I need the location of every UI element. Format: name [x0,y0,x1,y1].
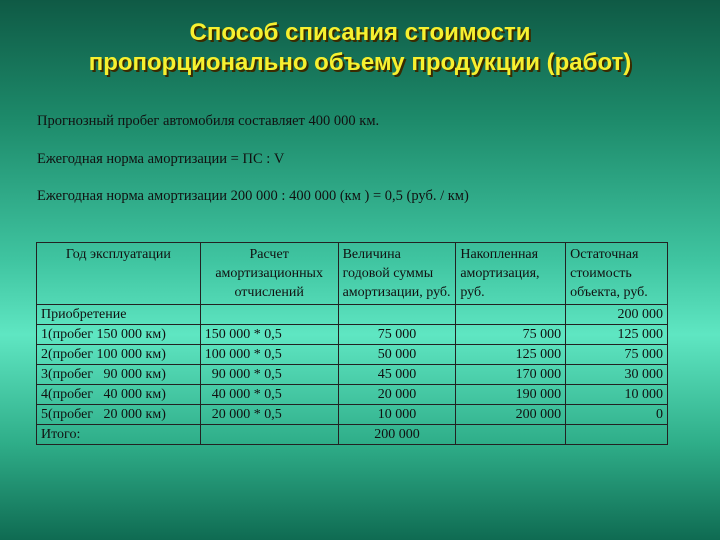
title-line-1: Способ списания стоимости [189,19,531,46]
header-accumulated: Накопленная амортизация, руб. [456,243,566,305]
annual-cell: 50 000 [338,345,456,365]
depreciation-table [36,242,668,445]
accumulated-cell: 190 000 [456,385,566,405]
total-annual-cell: 200 000 [338,425,456,445]
table-header-row [37,243,668,305]
annual-cell [338,305,456,325]
calc-cell [200,425,338,445]
year-cell: 1(пробег 150 000 км) [37,325,201,345]
table-row [37,385,668,405]
table-row [37,345,668,365]
residual-cell: 125 000 [566,325,668,345]
residual-cell [566,425,668,445]
total-label-cell: Итого: [37,425,201,445]
annual-cell: 45 000 [338,365,456,385]
year-cell: 5(пробег 20 000 км) [37,405,201,425]
header-annual-amount: Величина годовой суммы амортизации, руб. [338,243,456,305]
table-row [37,305,668,325]
residual-cell: 10 000 [566,385,668,405]
residual-cell: 30 000 [566,365,668,385]
residual-cell: 75 000 [566,345,668,365]
norm-calculation-text: Ежегодная норма амортизации 200 000 : 400 000 (км ) = 0,5 (руб. / км) [37,188,469,204]
accumulated-cell: 170 000 [456,365,566,385]
year-cell: Приобретение [37,305,201,325]
calc-cell: 150 000 * 0,5 [200,325,338,345]
table-total-row [37,425,668,445]
slide-title [0,18,720,78]
header-residual: Остаточная стоимость объекта, руб. [566,243,668,305]
table-row [37,325,668,345]
accumulated-cell [456,425,566,445]
calc-cell: 100 000 * 0,5 [200,345,338,365]
header-calculation: Расчет амортизационных отчислений [200,243,338,305]
annual-cell: 75 000 [338,325,456,345]
year-cell: 3(пробег 90 000 км) [37,365,201,385]
title-line-2: пропорционально объему продукции (работ) [88,49,632,76]
annual-cell: 10 000 [338,405,456,425]
year-cell: 2(пробег 100 000 км) [37,345,201,365]
norm-formula-text: Ежегодная норма амортизации = ПС : V [37,151,285,167]
accumulated-cell: 125 000 [456,345,566,365]
table-row [37,405,668,425]
accumulated-cell: 75 000 [456,325,566,345]
header-year: Год эксплуатации [37,243,201,305]
accumulated-cell [456,305,566,325]
residual-cell: 0 [566,405,668,425]
forecast-mileage-text: Прогнозный пробег автомобиля составляет 400 000 км. [37,113,380,129]
calc-cell: 40 000 * 0,5 [200,385,338,405]
calc-cell [200,305,338,325]
year-cell: 4(пробег 40 000 км) [37,385,201,405]
residual-cell: 200 000 [566,305,668,325]
annual-cell: 20 000 [338,385,456,405]
accumulated-cell: 200 000 [456,405,566,425]
calc-cell: 90 000 * 0,5 [200,365,338,385]
calc-cell: 20 000 * 0,5 [200,405,338,425]
table-row [37,365,668,385]
